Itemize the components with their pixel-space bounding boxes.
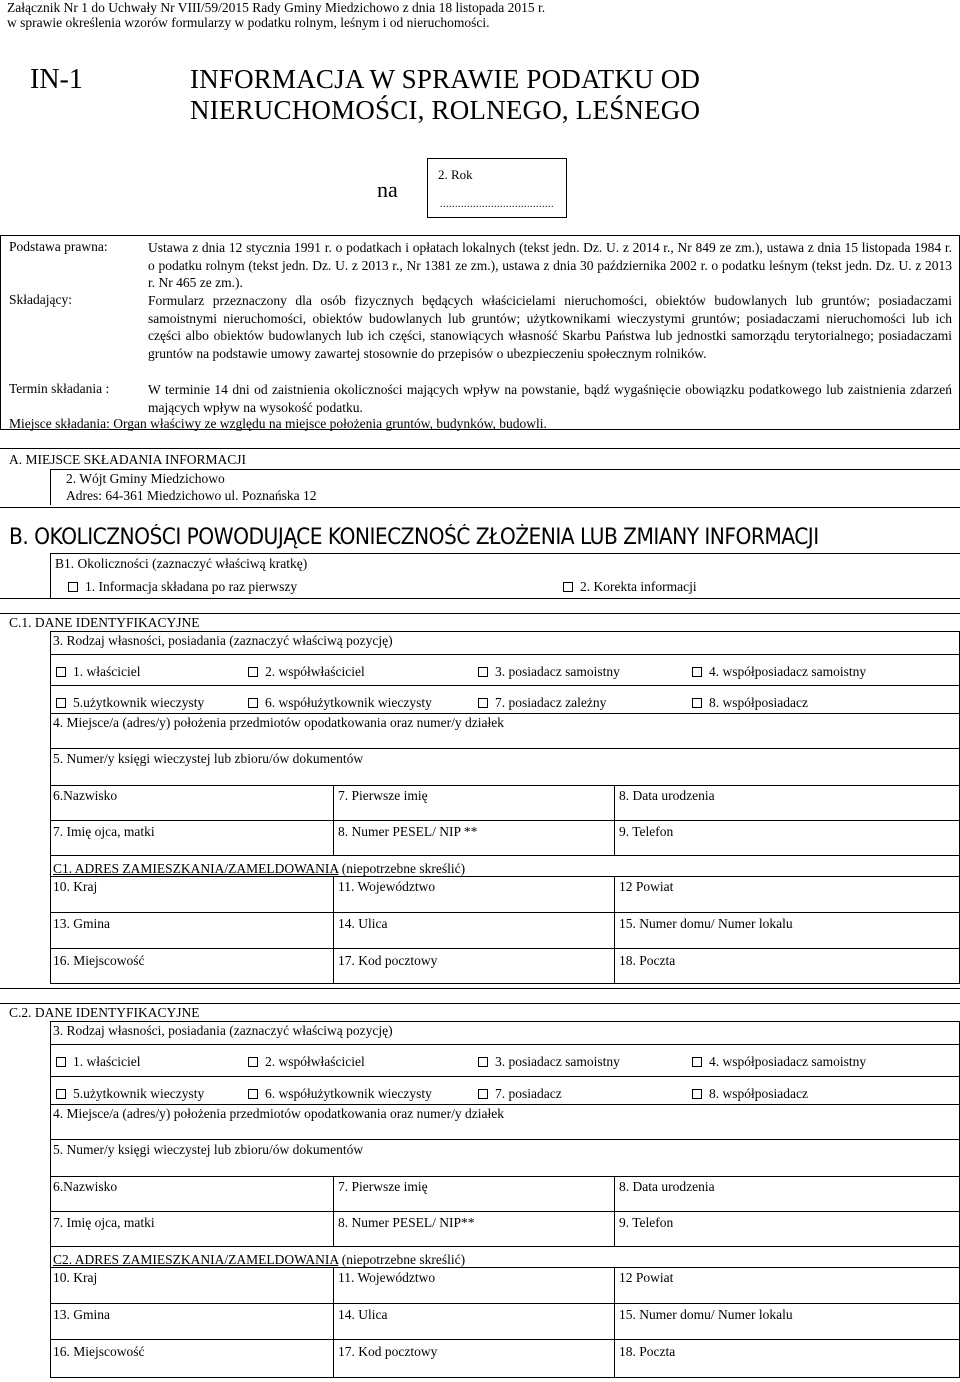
c1-owner-7[interactable]: 7. posiadacz zależny: [478, 695, 606, 711]
checkbox-icon[interactable]: [478, 698, 488, 708]
c1-country[interactable]: 10. Kraj: [53, 879, 98, 894]
c2-owner-8[interactable]: 8. współposiadacz: [692, 1086, 808, 1102]
checkbox-icon[interactable]: [692, 1057, 702, 1067]
c1-parents[interactable]: 7. Imię ojca, matki: [53, 824, 155, 839]
c1-locality[interactable]: 16. Miejscowość: [53, 953, 145, 968]
c1-birth-date[interactable]: 8. Data urodzenia: [619, 788, 715, 803]
c2-owner-6[interactable]: 6. współużytkownik wieczysty: [248, 1086, 432, 1102]
checkbox-icon[interactable]: [248, 698, 258, 708]
header-line-1: Załącznik Nr 1 do Uchwały Nr VIII/59/2015 Rady Gminy Miedzichowo z dnia 18 listopada 2015 r.: [7, 0, 546, 15]
na-label: na: [377, 177, 398, 202]
checkbox-icon[interactable]: [56, 667, 66, 677]
skladajacy-text: Formularz przeznaczony dla osób fizycznych będących właścicielami nieruchomości, obiektów budowlanych lub gruntów; posiadaczami samoistnymi nieruchomości, obiektów budowlanych lub gruntów; użytkownikami wieczystymi gruntów; posiadaczami nieruchomości lub ich części albo obiektów budowlanych lub ich części, stanowiących własność Skarbu Państwa lub jednostki samorządu terytorialnego; posiadaczami gruntów na podstawie umowy zawartej stosownie do przepisów o ubezpieczeniu społecznym rolników.: [148, 293, 952, 361]
c1-post-office[interactable]: 18. Poczta: [619, 953, 676, 968]
podstawa-label: Podstawa prawna:: [9, 239, 108, 254]
c2-owner-3[interactable]: 3. posiadacz samoistny: [478, 1054, 620, 1070]
c2-parents[interactable]: 7. Imię ojca, matki: [53, 1215, 155, 1230]
checkbox-icon[interactable]: [56, 698, 66, 708]
b1-option-1[interactable]: 1. Informacja składana po raz pierwszy: [68, 579, 297, 595]
c2-title: C.2. DANE IDENTYFIKACYJNE: [9, 1005, 200, 1020]
c1-phone[interactable]: 9. Telefon: [619, 824, 674, 839]
c2-county[interactable]: 12 Powiat: [619, 1270, 674, 1285]
termin-text: W terminie 14 dni od zaistnienia okoliczności mających wpływ na powstanie, bądź wygaśnięcie obowiązku podatkowego lub zaistnienia zdarzeń mających wpływ na wysokość podatku.: [148, 382, 952, 415]
c1-owner-1[interactable]: 1. właściciel: [56, 664, 140, 680]
wojt-label: 2. Wójt Gminy Miedzichowo: [66, 471, 225, 486]
c2-pesel[interactable]: 8. Numer PESEL/ NIP**: [338, 1215, 475, 1230]
checkbox-icon[interactable]: [248, 1057, 258, 1067]
c2-house-number[interactable]: 15. Numer domu/ Numer lokalu: [619, 1307, 793, 1322]
wojt-address: Adres: 64-361 Miedzichowo ul. Poznańska 12: [66, 488, 317, 503]
checkbox-icon[interactable]: [248, 667, 258, 677]
c2-commune[interactable]: 13. Gmina: [53, 1307, 110, 1322]
section-b-title: B. OKOLICZNOŚCI POWODUJĄCE KONIECZNOŚĆ ZŁOŻENIA LUB ZMIANY INFORMACJI: [9, 525, 819, 550]
c1-commune[interactable]: 13. Gmina: [53, 916, 110, 931]
checkbox-icon[interactable]: [56, 1089, 66, 1099]
c1-voivodeship[interactable]: 11. Województwo: [338, 879, 436, 894]
header-line-2: w sprawie określenia wzorów formularzy w podatku rolnym, leśnym i od nieruchomości.: [7, 15, 490, 30]
c1-q3: 3. Rodzaj własności, posiadania (zaznaczyć właściwą pozycję): [53, 633, 393, 648]
year-field[interactable]: [427, 158, 567, 218]
c1-surname[interactable]: 6.Nazwisko: [53, 788, 118, 803]
c2-birth-date[interactable]: 8. Data urodzenia: [619, 1179, 715, 1194]
c2-post-office[interactable]: 18. Poczta: [619, 1344, 676, 1359]
year-dots: ......................................: [440, 199, 554, 210]
c2-owner-7[interactable]: 7. posiadacz: [478, 1086, 562, 1102]
c1-postal-code[interactable]: 17. Kod pocztowy: [338, 953, 438, 968]
section-a-title: A. MIEJSCE SKŁADANIA INFORMACJI: [9, 452, 247, 467]
form-code: IN-1: [30, 64, 83, 95]
checkbox-icon[interactable]: [692, 667, 702, 677]
c2-voivodeship[interactable]: 11. Województwo: [338, 1270, 436, 1285]
c1-title: C.1. DANE IDENTYFIKACYJNE: [9, 615, 200, 630]
c1-street[interactable]: 14. Ulica: [338, 916, 388, 931]
c2-locality[interactable]: 16. Miejscowość: [53, 1344, 145, 1359]
c1-owner-3[interactable]: 3. posiadacz samoistny: [478, 664, 620, 680]
c2-phone[interactable]: 9. Telefon: [619, 1215, 674, 1230]
c2-surname[interactable]: 6.Nazwisko: [53, 1179, 118, 1194]
c1-house-number[interactable]: 15. Numer domu/ Numer lokalu: [619, 916, 793, 931]
podstawa-text: Ustawa z dnia 12 stycznia 1991 r. o podatkach i opłatach lokalnych (tekst jedn. Dz. U. z 2014 r., Nr 849 ze zm.), ustawa z dnia 15 listopada 1984 r. o podatku rolnym (tekst jedn. Dz. U. z 2013 r., Nr 1381 ze zm.), ustawa z dnia 30 października 2002 r. o podatku leśnym (tekst jedn. Dz. U. z 2013 r. Nr 465 ze zm.).: [148, 240, 952, 290]
checkbox-icon[interactable]: [478, 667, 488, 677]
c2-q5: 5. Numer/y księgi wieczystej lub zbioru/ów dokumentów: [53, 1142, 364, 1157]
checkbox-icon[interactable]: [478, 1089, 488, 1099]
c1-owner-5[interactable]: 5.użytkownik wieczysty: [56, 695, 204, 711]
miejsce-text: Miejsce składania: Organ właściwy ze względu na miejsce położenia gruntów, budynków, budowli.: [9, 416, 547, 431]
checkbox-icon[interactable]: [692, 698, 702, 708]
checkbox-icon[interactable]: [692, 1089, 702, 1099]
c2-street[interactable]: 14. Ulica: [338, 1307, 388, 1322]
termin-label: Termin składania :: [9, 381, 110, 396]
c1-address-title: C1. ADRES ZAMIESZKANIA/ZAMELDOWANIA (niepotrzebne skreślić): [53, 861, 466, 876]
form-title-line-1: INFORMACJA W SPRAWIE PODATKU OD: [190, 64, 701, 94]
c1-county[interactable]: 12 Powiat: [619, 879, 674, 894]
checkbox-icon[interactable]: [68, 582, 78, 592]
c1-first-name[interactable]: 7. Pierwsze imię: [338, 788, 428, 803]
skladajacy-label: Składający:: [9, 292, 72, 307]
c2-first-name[interactable]: 7. Pierwsze imię: [338, 1179, 428, 1194]
c1-owner-4[interactable]: 4. współposiadacz samoistny: [692, 664, 866, 680]
b1-label: B1. Okoliczności (zaznaczyć właściwą kratkę): [55, 556, 308, 571]
b1-option-2[interactable]: 2. Korekta informacji: [563, 579, 697, 595]
year-label: 2. Rok: [438, 167, 473, 182]
c1-owner-6[interactable]: 6. współużytkownik wieczysty: [248, 695, 432, 711]
c2-q4: 4. Miejsce/a (adres/y) położenia przedmiotów opodatkowania oraz numer/y działek: [53, 1106, 504, 1121]
c2-q3: 3. Rodzaj własności, posiadania (zaznaczyć właściwą pozycję): [53, 1023, 393, 1038]
c2-owner-5[interactable]: 5.użytkownik wieczysty: [56, 1086, 204, 1102]
checkbox-icon[interactable]: [56, 1057, 66, 1067]
c2-owner-2[interactable]: 2. współwłaściciel: [248, 1054, 365, 1070]
c1-q4: 4. Miejsce/a (adres/y) położenia przedmiotów opodatkowania oraz numer/y działek: [53, 715, 504, 730]
checkbox-icon[interactable]: [248, 1089, 258, 1099]
c2-owner-1[interactable]: 1. właściciel: [56, 1054, 140, 1070]
c1-owner-8[interactable]: 8. współposiadacz: [692, 695, 808, 711]
c2-address-title: C2. ADRES ZAMIESZKANIA/ZAMELDOWANIA (niepotrzebne skreślić): [53, 1252, 466, 1267]
c2-postal-code[interactable]: 17. Kod pocztowy: [338, 1344, 438, 1359]
c2-country[interactable]: 10. Kraj: [53, 1270, 98, 1285]
c1-q5: 5. Numer/y księgi wieczystej lub zbioru/ów dokumentów: [53, 751, 364, 766]
form-title-line-2: NIERUCHOMOŚCI, ROLNEGO, LEŚNEGO: [190, 95, 701, 125]
checkbox-icon[interactable]: [478, 1057, 488, 1067]
c1-pesel[interactable]: 8. Numer PESEL/ NIP **: [338, 824, 478, 839]
checkbox-icon[interactable]: [563, 582, 573, 592]
c2-owner-4[interactable]: 4. współposiadacz samoistny: [692, 1054, 866, 1070]
c1-owner-2[interactable]: 2. współwłaściciel: [248, 664, 365, 680]
